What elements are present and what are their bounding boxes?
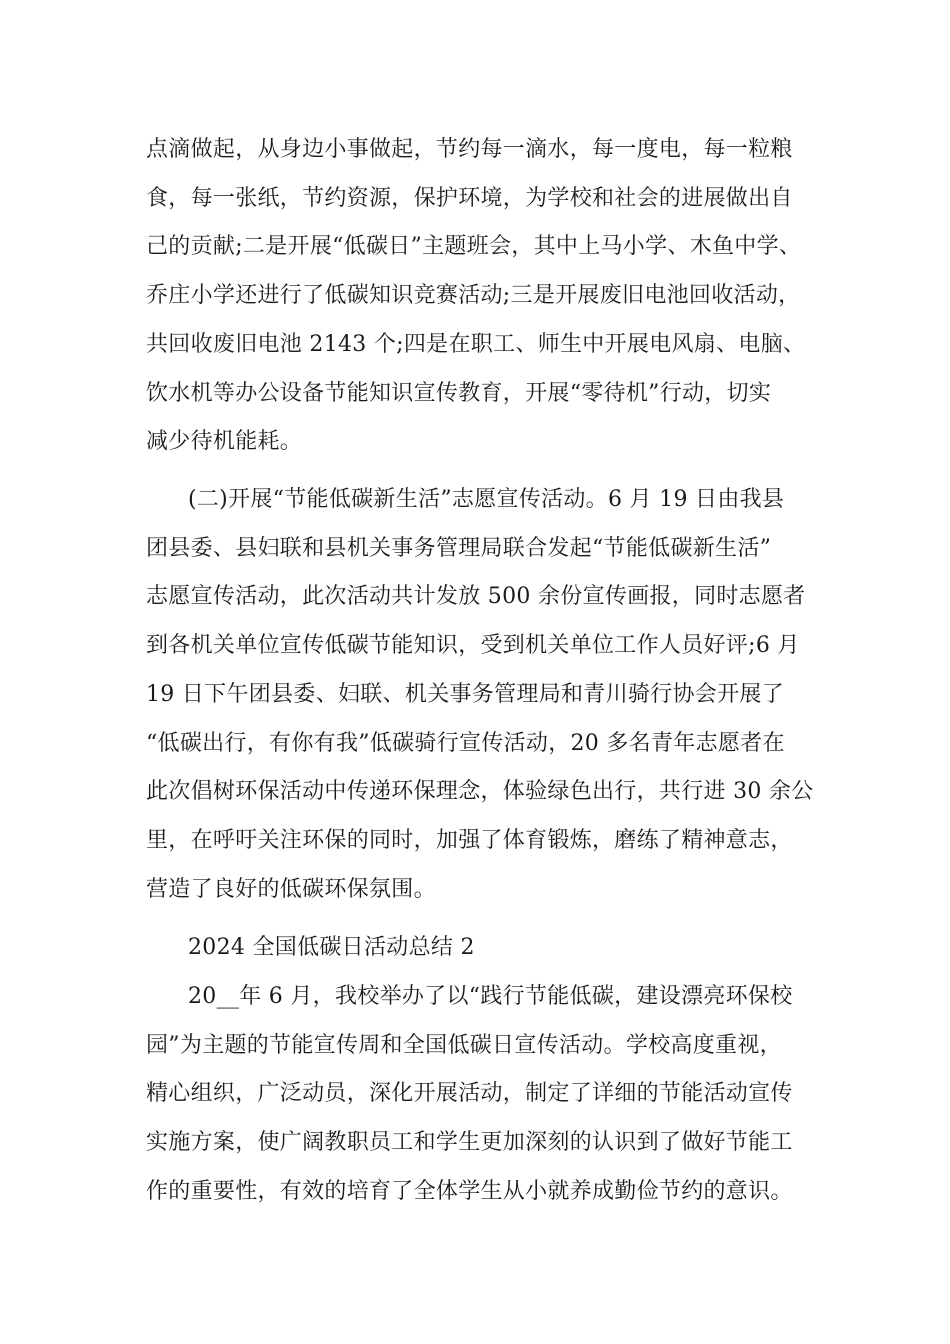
text-line: 此次倡树环保活动中传递环保理念，体验绿色出行，共行进 30 余公 (146, 779, 814, 804)
section-heading: 2024 全国低碳日活动总结 2 (188, 935, 475, 960)
text-line: 营造了良好的低碳环保氛围。 (146, 877, 436, 902)
text-line: 到各机关单位宣传低碳节能知识，受到机关单位工作人员好评;6 月 (146, 633, 800, 658)
text-line: 饮水机等办公设备节能知识宣传教育，开展“零待机”行动，切实 (146, 381, 772, 406)
text-line: 乔庄小学还进行了低碳知识竞赛活动;三是开展废旧电池回收活动， (146, 283, 801, 308)
text-line: 19 日下午团县委、妇联、机关事务管理局和青川骑行协会开展了 (146, 682, 784, 707)
paragraph-start-line: 20__年 6 月，我校举办了以“践行节能低碳，建设漂亮环保校 (188, 984, 793, 1009)
text-line: 里，在呼吁关注环保的同时，加强了体育锻炼，磨练了精神意志， (146, 828, 793, 853)
text-line: 实施方案，使广阔教职员工和学生更加深刻的认识到了做好节能工 (146, 1130, 793, 1155)
text-line: 精心组织，广泛动员，深化开展活动，制定了详细的节能活动宣传 (146, 1081, 793, 1106)
text-line: 减少待机能耗。 (146, 429, 303, 454)
paragraph-start-line: (二)开展“节能低碳新生活”志愿宣传活动。6 月 19 日由我县 (188, 487, 785, 512)
text-line: 志愿宣传活动，此次活动共计发放 500 余份宣传画报，同时志愿者 (146, 584, 806, 609)
text-line: 共回收废旧电池 2143 个;四是在职工、师生中开展电风扇、电脑、 (146, 332, 806, 357)
text-line: “低碳出行，有你有我”低碳骑行宣传活动，20 多名青年志愿者在 (146, 731, 785, 756)
text-line: 团县委、县妇联和县机关事务管理局联合发起“节能低碳新生活” (146, 536, 772, 561)
text-line: 园”为主题的节能宣传周和全国低碳日宣传活动。学校高度重视， (146, 1033, 782, 1058)
text-line: 作的重要性，有效的培育了全体学生从小就养成勤俭节约的意识。 (146, 1179, 793, 1204)
text-line: 己的贡献;二是开展“低碳日”主题班会，其中上马小学、木鱼中学、 (146, 234, 802, 259)
text-line: 点滴做起，从身边小事做起，节约每一滴水，每一度电，每一粒粮 (146, 137, 793, 162)
text-line: 食，每一张纸，节约资源，保护环境，为学校和社会的进展做出自 (146, 186, 793, 211)
